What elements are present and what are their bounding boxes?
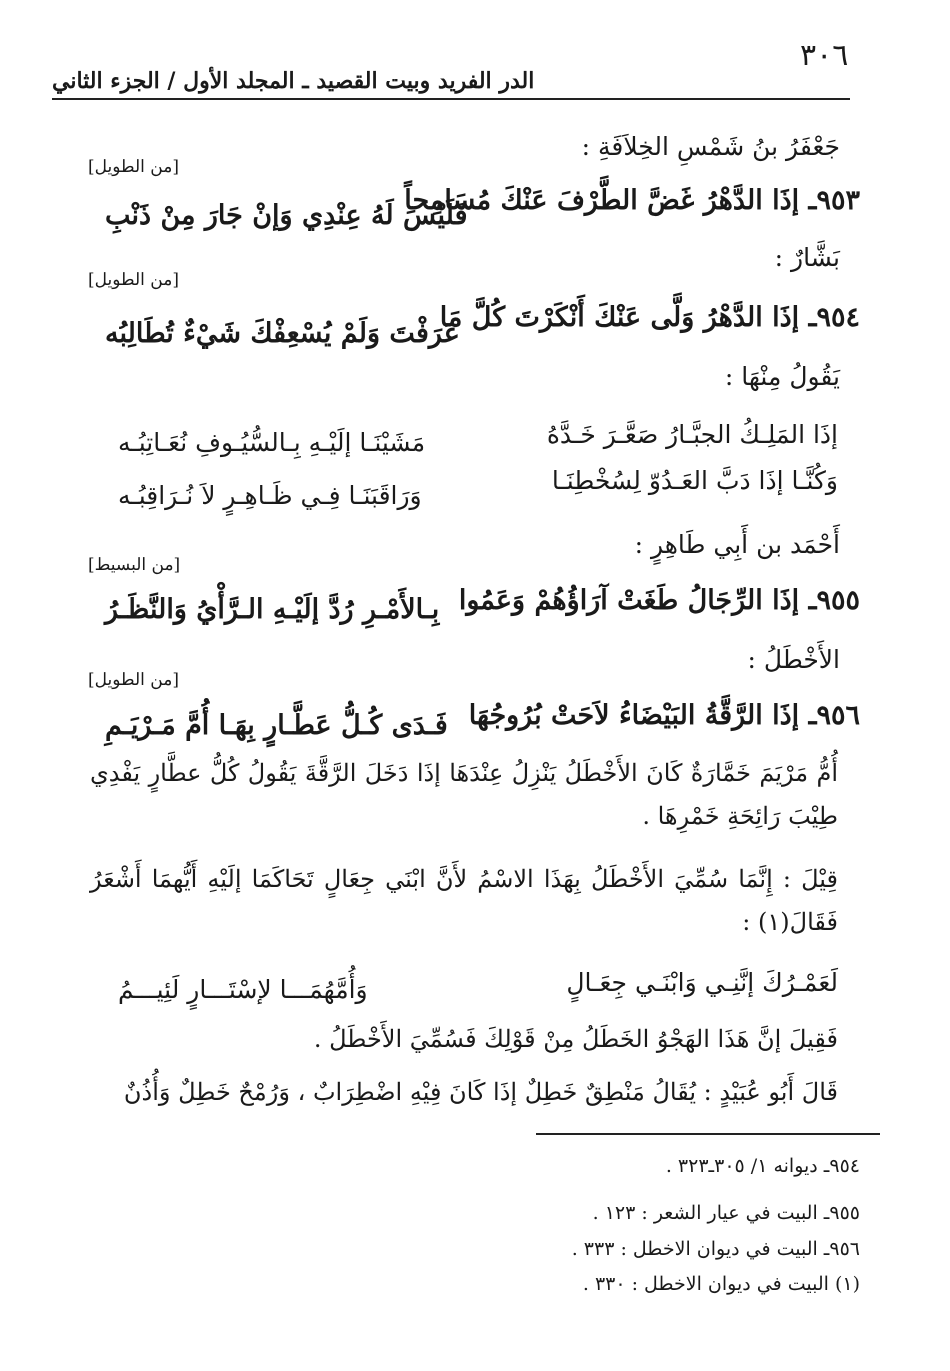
meter-label: [من البسيط]: [88, 555, 181, 575]
verse-first-hemistich: إذَا المَلِـكُ الجبَّـارُ صَعَّـرَ خَـدَّهُ: [546, 420, 838, 449]
verse-first-hemistich: ٩٥٤ـ إذَا الدَّهْرُ وَلَّى عَنْكَ أَنْكَرْتَ كُلَّ مَا: [439, 302, 860, 333]
poem-continuation-intro: يَقُولُ مِنْهَا :: [724, 362, 840, 391]
poet-intro: أَحْمَد بن أَبِي طَاهِرٍ :: [634, 530, 840, 559]
poet-intro: الأَخْطَلُ :: [747, 645, 840, 674]
verse-second-hemistich: وَرَاقَبَنَـا فِـي ظَـاهِـرٍ لاَ نُـرَاقِبُـه: [118, 481, 422, 510]
meter-label: [من الطويل]: [88, 270, 179, 290]
footnote: ٩٥٥ـ البيت في عيار الشعر : ١٢٣ .: [592, 1202, 860, 1224]
page-number: ٣٠٦: [800, 38, 849, 73]
verse-second-hemistich: عَرَفْتَ وَلَمْ يُسْعِفْكَ شَيْءٌ تُطَالِبُه: [105, 318, 460, 349]
commentary-line: فَقِيلَ إنَّ هَذَا الهَجْوُ الخَطَلُ مِنْ قَوْلِكَ فَسُمِّيَ الأَخْطَلُ .: [313, 1025, 838, 1053]
verse-second-hemistich: فَلَيْسَ لَهُ عِنْدِي وَإنْ جَارَ مِنْ ذَنْبِ: [105, 200, 468, 231]
verse-first-hemistich: ٩٥٦ـ إذَا الرَّقَّةُ البَيْضَاءُ لاَحَتْ بُرُوجُهَا: [468, 700, 860, 731]
meter-label: [من الطويل]: [88, 670, 179, 690]
footnote-divider: [536, 1133, 880, 1135]
poet-intro: جَعْفَرُ بنُ شَمْسِ الخِلاَفَةِ :: [581, 132, 840, 161]
verse-second-hemistich: فَـدَى كُـلُّ عَطَّـارٍ بِهَـا أُمَّ مَـرْيَـمِ: [105, 710, 448, 741]
commentary-paragraph: أُمُّ مَرْيَمَ خَمَّارَةٌ كَانَ الأَخْطَلُ يَنْزِلُ عِنْدَهَا إذَا دَخَلَ الرَّقَّةَ يَقُولُ كُلُّ عطَّارٍ يَفْدِي طِيْبَ رَائِحَةِ خَمْرِهَا .: [90, 759, 838, 830]
footnote: ٩٥٤ـ ديوانه ١/ ٣٠٥ـ٣٢٣ .: [665, 1155, 860, 1177]
meter-label: [من الطويل]: [88, 157, 179, 177]
cited-verse-first-hemistich: لَعَمْـرُكَ إنَّنِـي وَابْنَـي جِعَـالٍ: [566, 968, 838, 997]
cited-verse-second-hemistich: وَأُمَّهُمَـــا لإسْتَـــارٍ لَئِيـــمُ: [118, 975, 368, 1004]
verse-first-hemistich: وَكُنَّـا إذَا دَبَّ العَـدُوّ لِسُخْطِنَـا: [551, 466, 838, 495]
verse-first-hemistich: ٩٥٥ـ إذَا الرِّجَالُ طَغَتْ آرَاؤُهُمْ وَعَمُوا: [458, 585, 860, 616]
verse-second-hemistich: مَشَيْنَـا إلَيْـهِ بِـالسُّيُـوفِ نُعَـاتِبُـه: [118, 428, 426, 457]
header-divider: [52, 98, 850, 100]
footnote: ٩٥٦ـ البيت في ديوان الاخطل : ٣٣٣ .: [571, 1238, 860, 1260]
running-header-title: الدر الفريد وبيت القصيد ـ المجلد الأول / الجزء الثاني: [52, 68, 535, 94]
verse-first-hemistich: ٩٥٣ـ إذَا الدَّهْرُ غَضَّ الطَّرْفَ عَنْكَ مُسَامِحاً: [404, 185, 860, 216]
verse-second-hemistich: بِـالأَمْـرِ رُدَّ إلَيْـهِ الـرَّأْيُ وَالنَّظَـرُ: [105, 594, 440, 625]
footnote: (١) البيت في ديوان الاخطل : ٣٣٠ .: [582, 1273, 860, 1295]
commentary-line: قَالَ أَبُو عُبَيْدٍ : يُقَالُ مَنْطِقٌ خَطِلٌ إذَا كَانَ فِيْهِ اضْطِرَابٌ ، وَرُمْحٌ خَطِلٌ وَأُذُنٌ: [123, 1078, 838, 1106]
commentary-paragraph: قِيْلَ : إِنَّمَا سُمِّيَ الأَخْطَلُ بِهَذَا الاسْمُ لأَنَّ ابْنَي جِعَالٍ تَحَاكَمَا إلَيْهِ أَيُّهمَا أَشْعَرُ فَقَالَ(١) :: [90, 865, 838, 936]
poet-intro: بَشَّارٌ :: [774, 243, 840, 272]
